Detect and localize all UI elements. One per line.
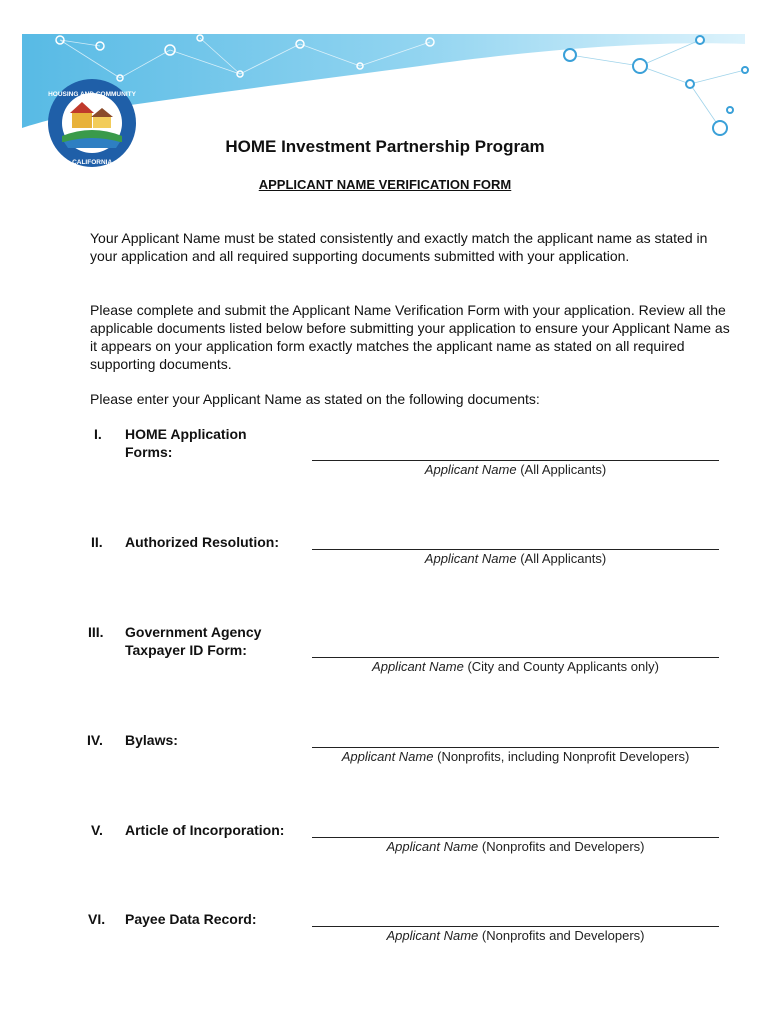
document-label: HOME Application Forms: [125, 426, 247, 460]
caption-note: (City and County Applicants only) [467, 659, 659, 674]
intro-paragraph-1: Your Applicant Name must be stated consistently and exactly match the applicant name as stated in your application and all required supporting documents submitted with your application. [90, 230, 708, 264]
applicant-name-line[interactable] [312, 747, 719, 748]
item-numeral: V. [91, 822, 103, 838]
line-caption [312, 928, 719, 943]
item-numeral: II. [91, 534, 103, 550]
document-label: Bylaws: [125, 732, 178, 748]
caption-note: (All Applicants) [520, 551, 607, 566]
caption-italic: Applicant Name [424, 462, 517, 477]
caption-italic: Applicant Name [386, 928, 479, 943]
network-right-nodes-icon [564, 36, 748, 135]
applicant-name-line[interactable] [312, 837, 719, 838]
page-title: HOME Investment Partnership Program [225, 137, 545, 156]
item-numeral: I. [94, 426, 102, 442]
caption-note: (Nonprofits, including Nonprofit Developers) [437, 749, 690, 764]
caption-italic: Applicant Name [386, 839, 479, 854]
line-caption [312, 839, 719, 854]
document-label: Payee Data Record: [125, 911, 257, 927]
item-numeral: VI. [88, 911, 106, 927]
intro-paragraph-2: Please complete and submit the Applicant Name Verification Form with your application. Review all the applicable documents listed below before submitting your application to ensure your Applicant Name as it appears on your application form exactly matches the applicant name as stated on all required supporting documents. [90, 302, 730, 372]
seal-text: HOUSING AND COMMUNITY [48, 91, 136, 98]
header-banner [0, 0, 770, 166]
item-numeral: III. [88, 624, 104, 640]
applicant-name-line[interactable] [312, 926, 719, 927]
caption-note: (Nonprofits and Developers) [481, 839, 645, 854]
caption-italic: Applicant Name [341, 749, 434, 764]
line-caption [312, 659, 719, 674]
line-caption [312, 551, 719, 566]
line-caption [312, 462, 719, 477]
caption-italic: Applicant Name [372, 659, 464, 674]
item-numeral: IV. [87, 732, 103, 748]
document-label: Authorized Resolution: [125, 534, 279, 550]
caption-note: (Nonprofits and Developers) [481, 928, 645, 943]
intro-paragraph-3: Please enter your Applicant Name as stated on the following documents: [90, 391, 540, 407]
line-caption [312, 749, 719, 764]
applicant-name-line[interactable] [312, 460, 719, 461]
document-label: Article of Incorporation: [125, 822, 285, 838]
applicant-name-line[interactable] [312, 657, 719, 658]
seal-text-bottom: • CALIFORNIA • [67, 159, 117, 166]
document-label: Government Agency Taxpayer ID Form: [125, 624, 262, 658]
network-right-icon [570, 40, 745, 128]
caption-italic: Applicant Name [424, 551, 517, 566]
caption-note: (All Applicants) [520, 462, 607, 477]
form-title: APPLICANT NAME VERIFICATION FORM [258, 177, 512, 192]
applicant-name-line[interactable] [312, 549, 719, 550]
